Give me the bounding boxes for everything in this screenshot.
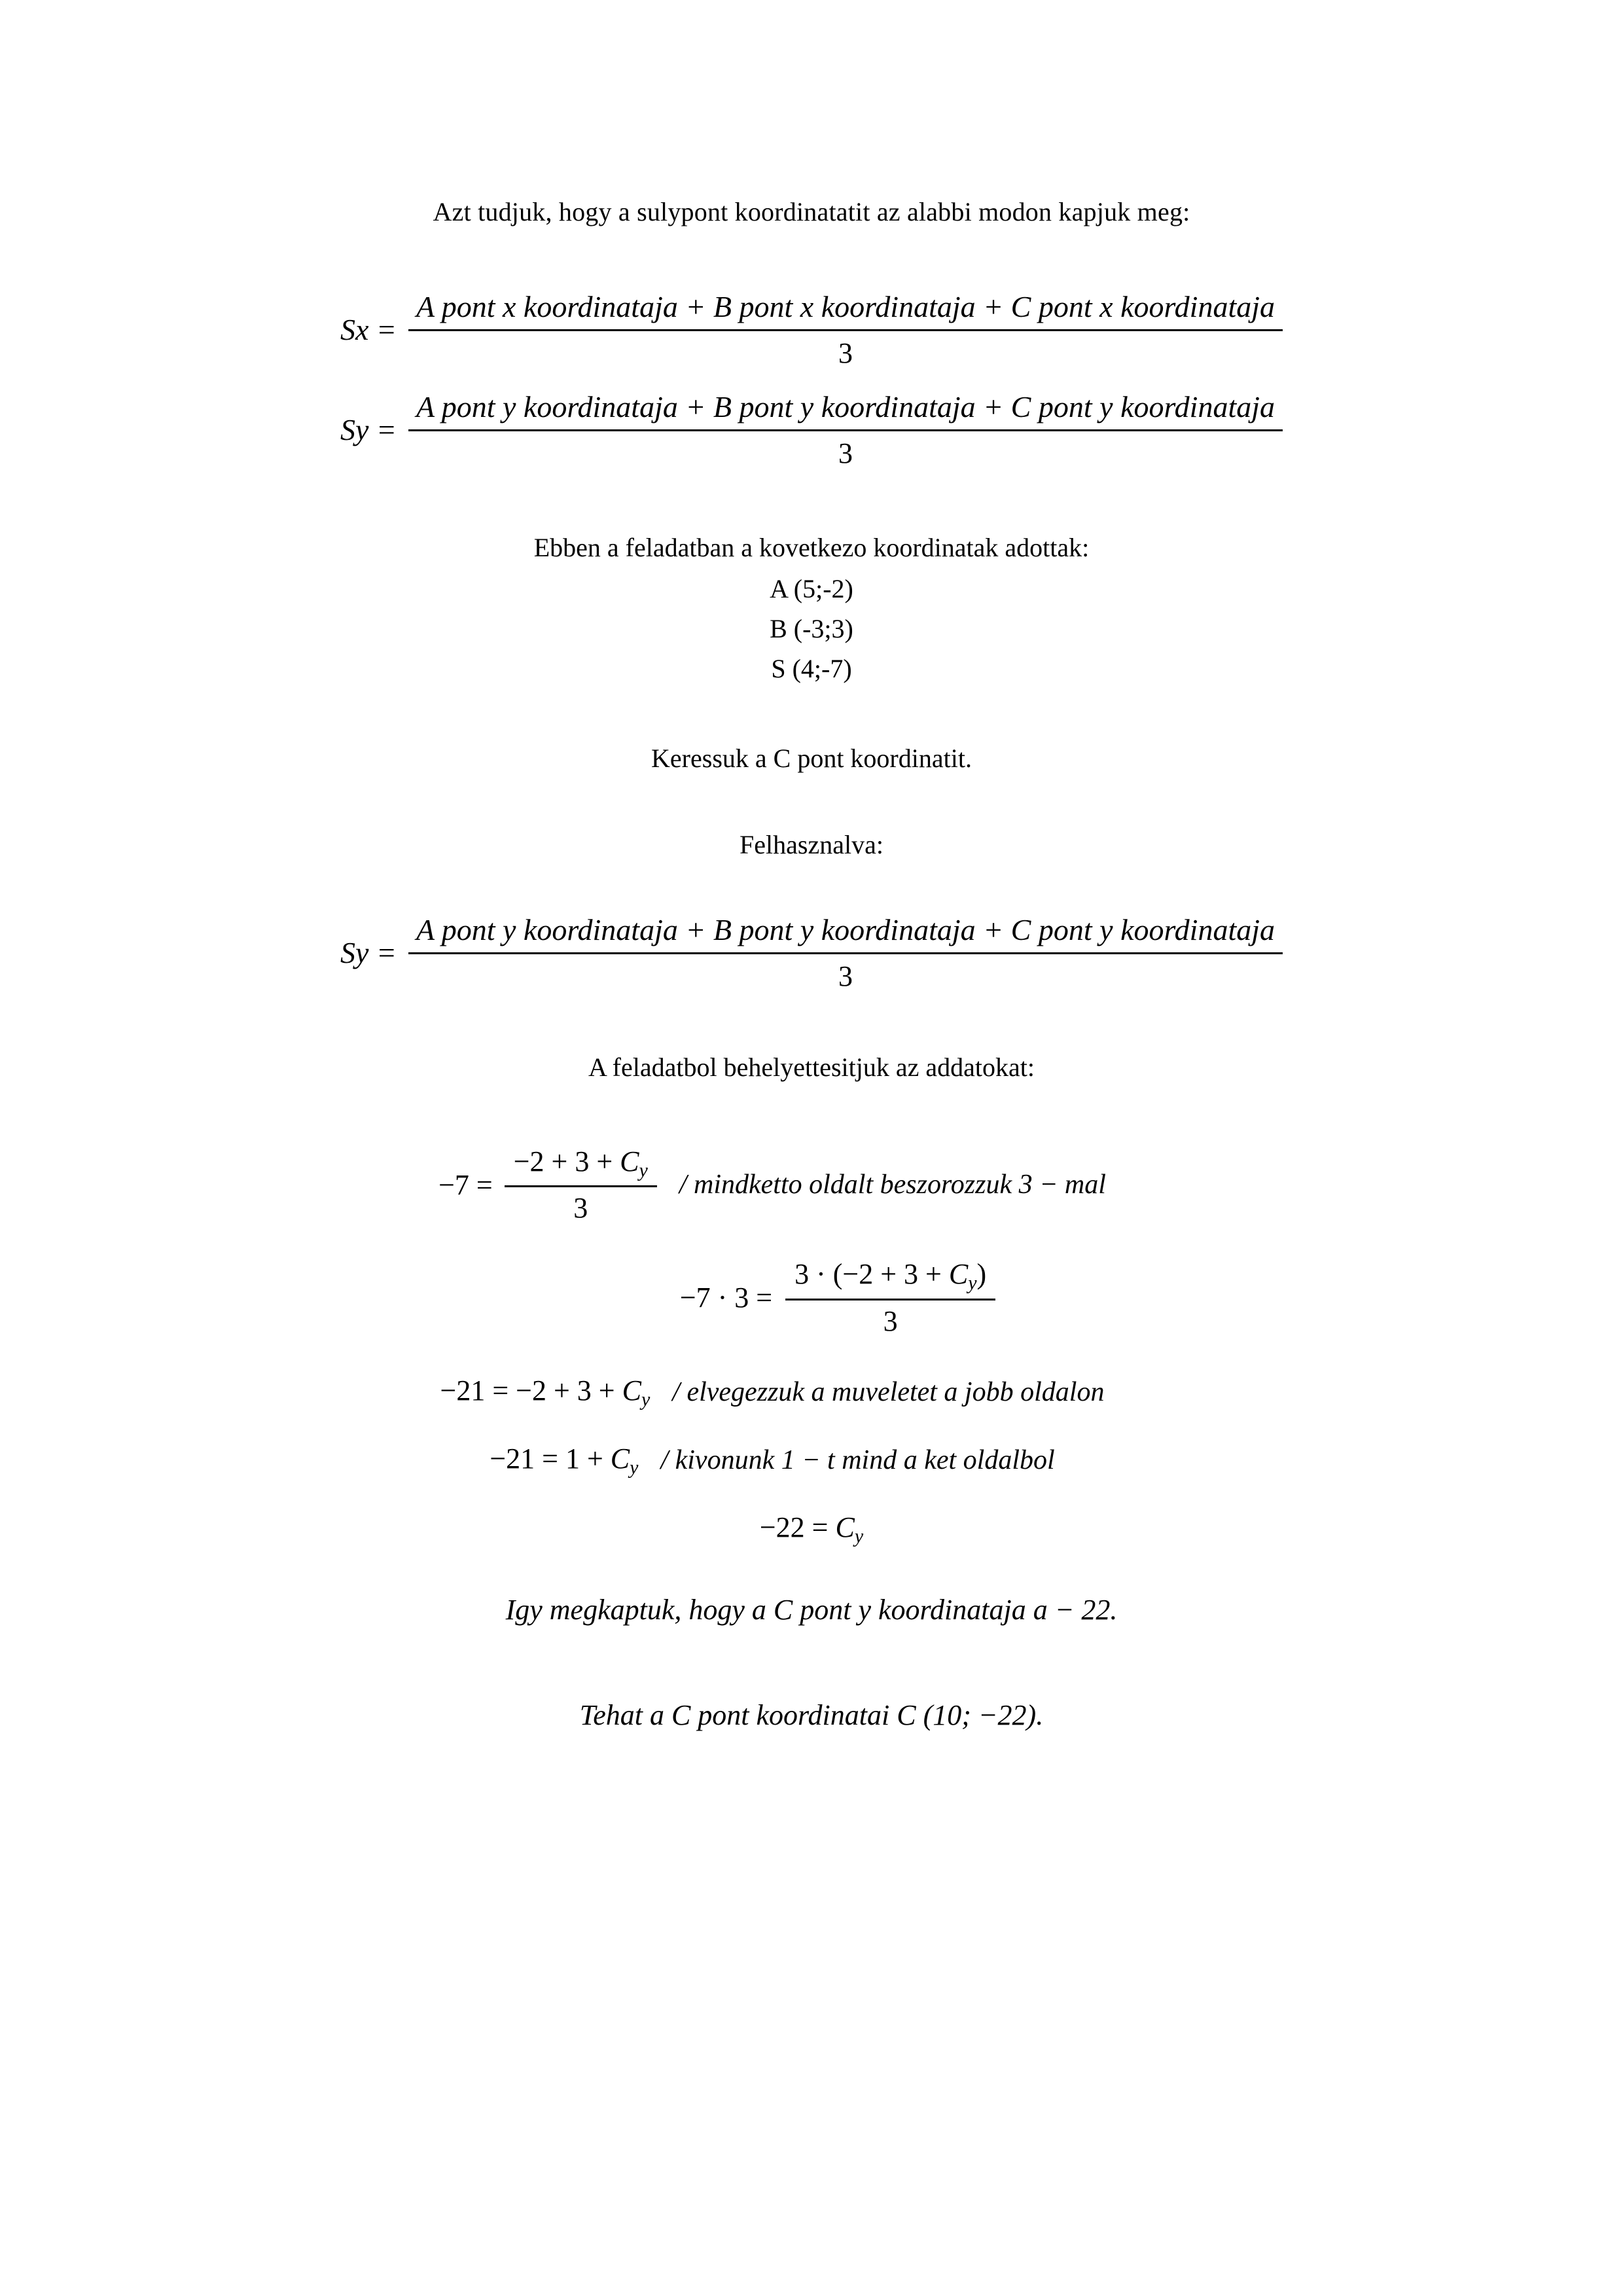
step-4-text: −21 = 1 + bbox=[490, 1443, 611, 1475]
step-4-comment: / kivonunk 1 − t mind a ket oldalbol bbox=[660, 1445, 1055, 1476]
step-3-cy-index: y bbox=[641, 1388, 651, 1410]
question-text: Keressuk a C pont koordinatit. bbox=[651, 744, 972, 773]
step-3-equation bbox=[440, 1374, 651, 1410]
step-4-cy: C bbox=[610, 1443, 630, 1475]
step-4-cy-index: y bbox=[630, 1456, 639, 1479]
step-2-numerator-close: ) bbox=[976, 1258, 987, 1291]
step-1-numerator bbox=[505, 1145, 657, 1185]
step-3 bbox=[0, 1374, 1623, 1410]
step-5 bbox=[0, 1511, 1623, 1547]
step-1-numerator-text: −2 + 3 + bbox=[513, 1145, 620, 1177]
formula-sy-numerator: A pont y koordinataja + B pont y koordinataja + C pont y koordinataja bbox=[416, 390, 1275, 423]
step-4 bbox=[0, 1442, 1623, 1479]
formula-sy-repeat-denominator: 3 bbox=[838, 960, 853, 992]
step-2-lhs: −7 · 3 = bbox=[679, 1282, 773, 1314]
step-2 bbox=[0, 1257, 1623, 1337]
given-point-a: A (5;-2) bbox=[770, 574, 853, 603]
conclusion-final: Tehat a C pont koordinatai C (10; −22). bbox=[579, 1698, 1044, 1731]
step-1-denominator: 3 bbox=[573, 1192, 588, 1225]
step-5-text: −22 = bbox=[759, 1511, 836, 1543]
substitute-label: A feladatbol behelyettesitjuk az addatokat: bbox=[588, 1052, 1035, 1082]
step-5-cy: C bbox=[835, 1511, 855, 1543]
formula-sy-fraction bbox=[408, 389, 1283, 470]
formula-sy-denominator: 3 bbox=[838, 437, 853, 469]
step-1-fraction bbox=[505, 1145, 657, 1225]
formula-sx bbox=[0, 289, 1623, 370]
step-1-comment: / mindketto oldalt beszorozzuk 3 − mal bbox=[679, 1170, 1106, 1200]
conclusion-y: Igy megkaptuk, hogy a C pont y koordinataja a − 22. bbox=[505, 1593, 1118, 1626]
formula-sx-lhs: Sx = bbox=[340, 313, 397, 346]
given-heading: Ebben a feladatban a kovetkezo koordinatak adottak: bbox=[533, 533, 1090, 562]
step-2-numerator bbox=[785, 1257, 995, 1298]
step-1-cy-index: y bbox=[639, 1159, 648, 1181]
intro-text: Azt tudjuk, hogy a sulypont koordinatatit az alabbi modon kapjuk meg: bbox=[433, 197, 1190, 226]
step-2-cy-index: y bbox=[968, 1272, 977, 1294]
formula-sy-repeat-lhs: Sy = bbox=[340, 936, 397, 969]
formula-sy-repeat-fraction bbox=[408, 912, 1283, 993]
formula-sx-denominator: 3 bbox=[838, 337, 853, 369]
formula-sy-repeat-numerator: A pont y koordinataja + B pont y koordinataja + C pont y koordinataja bbox=[416, 913, 1275, 946]
formula-sx-fraction bbox=[408, 289, 1283, 370]
step-5-equation bbox=[760, 1511, 863, 1547]
formula-sx-numerator: A pont x koordinataja + B pont x koordinataja + C pont x koordinataja bbox=[416, 290, 1275, 323]
formula-sy-lhs: Sy = bbox=[340, 413, 397, 446]
step-2-fraction bbox=[785, 1257, 995, 1337]
given-point-s: S (4;-7) bbox=[771, 654, 852, 683]
given-point-b: B (-3;3) bbox=[770, 614, 853, 643]
step-2-numerator-text: 3 · (−2 + 3 + bbox=[794, 1258, 949, 1291]
step-1 bbox=[0, 1145, 1623, 1225]
formula-sy-repeat bbox=[0, 912, 1623, 993]
step-1-cy: C bbox=[620, 1145, 639, 1177]
step-3-text: −21 = −2 + 3 + bbox=[440, 1374, 622, 1407]
step-3-cy: C bbox=[622, 1374, 641, 1407]
step-4-equation bbox=[490, 1442, 638, 1479]
using-label: Felhasznalva: bbox=[740, 830, 883, 859]
step-5-cy-index: y bbox=[854, 1524, 864, 1547]
step-2-cy: C bbox=[948, 1258, 969, 1291]
step-2-denominator: 3 bbox=[883, 1304, 898, 1337]
step-1-lhs: −7 = bbox=[438, 1168, 493, 1201]
step-3-comment: / elvegezzuk a muveletet a jobb oldalon bbox=[672, 1376, 1105, 1407]
formula-sy bbox=[0, 389, 1623, 470]
